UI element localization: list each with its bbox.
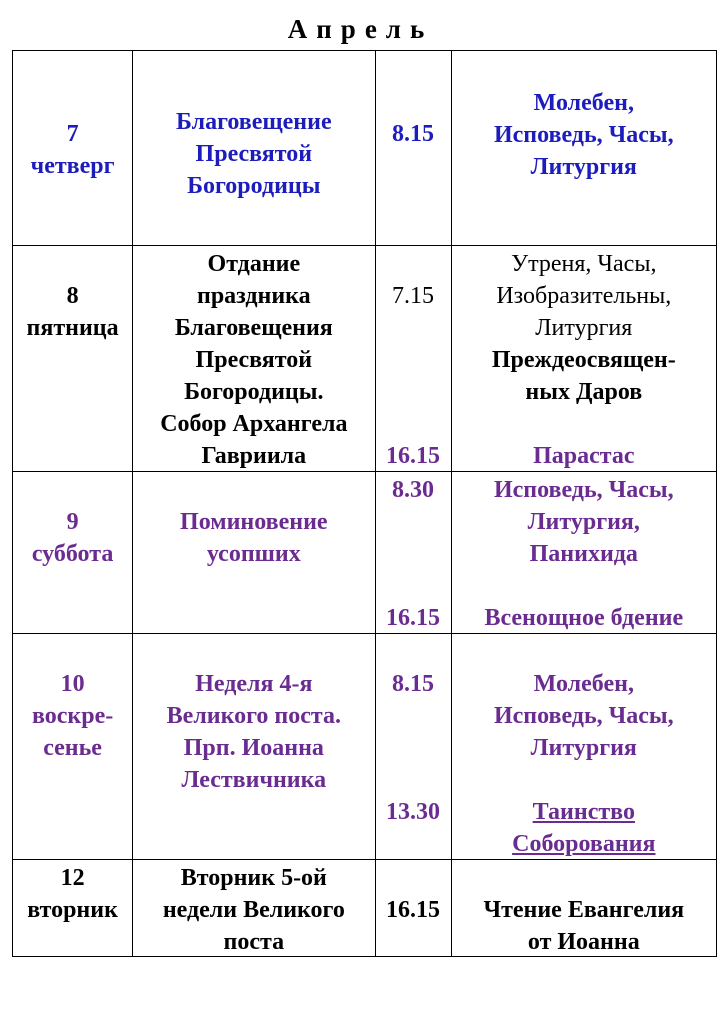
feast-line: Лествичника <box>181 767 327 793</box>
service-line: Литургия, <box>527 509 640 535</box>
service-time: 16.15 <box>386 897 441 923</box>
day-number: 10 <box>60 671 85 697</box>
feast-line: усопших <box>206 541 301 567</box>
service-line: Молебен, <box>533 671 634 697</box>
service-line: Преждеосвящен- <box>491 347 676 373</box>
date-cell <box>13 51 133 246</box>
weekday: воскре- <box>31 703 114 729</box>
feast-line: Богородицы <box>187 173 321 199</box>
service-line: Литургия <box>530 735 637 761</box>
service-line: Литургия <box>535 315 633 341</box>
feast-cell <box>133 472 375 634</box>
table-row <box>13 472 717 634</box>
day-number: 9 <box>66 509 79 535</box>
feast-cell <box>133 246 375 472</box>
feast-line: Вторник 5-ой <box>180 865 327 891</box>
feast-line: праздника <box>197 283 311 309</box>
service-line: Панихида <box>529 541 638 567</box>
service-cell <box>451 472 716 634</box>
service-cell <box>451 634 716 860</box>
service-time: 8.15 <box>392 121 435 147</box>
date-cell <box>13 472 133 634</box>
time-cell <box>375 860 451 957</box>
feast-line: Пресвятой <box>195 347 313 373</box>
date-cell <box>13 860 133 957</box>
service-line: Утреня, Часы, <box>511 251 657 277</box>
service-line: Таинство <box>532 799 635 825</box>
service-line: Парастас <box>533 443 635 469</box>
time-cell <box>375 472 451 634</box>
service-line: Исповедь, Часы, <box>493 477 674 503</box>
feast-line: Отдание <box>207 251 301 277</box>
service-line: от Иоанна <box>527 929 640 955</box>
service-line: Молебен, <box>533 90 634 116</box>
day-number: 12 <box>60 865 85 891</box>
feast-line: Собор Архангела <box>160 411 348 437</box>
table-row <box>13 51 717 246</box>
feast-cell <box>133 634 375 860</box>
feast-line: Неделя 4-я <box>195 671 313 697</box>
feast-cell <box>133 860 375 957</box>
time-cell <box>375 51 451 246</box>
service-time: 16.15 <box>386 443 441 469</box>
feast-line: Благовещения <box>174 315 333 341</box>
weekday: четверг <box>30 153 115 179</box>
service-line: ных Даров <box>525 379 643 405</box>
service-line: Исповедь, Часы, <box>493 703 674 729</box>
time-cell <box>375 634 451 860</box>
service-line: Всенощное бдение <box>484 605 684 631</box>
day-number: 7 <box>66 121 79 147</box>
service-time: 13.30 <box>386 799 441 825</box>
schedule-table <box>12 50 717 957</box>
service-time: 8.30 <box>392 477 435 503</box>
feast-line: недели Великого <box>162 897 345 923</box>
time-cell <box>375 246 451 472</box>
service-line: Исповедь, Часы, <box>493 122 674 148</box>
feast-line: Прп. Иоанна <box>183 735 324 761</box>
service-time: 16.15 <box>386 605 441 631</box>
service-line: Соборования <box>512 831 656 857</box>
feast-line: Благовещение <box>176 109 332 135</box>
day-number: 8 <box>66 283 79 309</box>
service-line: Чтение Евангелия <box>483 897 685 923</box>
table-row <box>13 860 717 957</box>
weekday: вторник <box>27 897 118 923</box>
feast-line: Поминовение <box>180 509 328 535</box>
page-title: Апрель <box>287 14 434 44</box>
date-cell <box>13 246 133 472</box>
table-row <box>13 634 717 860</box>
weekday: пятница <box>26 315 119 341</box>
weekday: суббота <box>31 541 114 567</box>
service-line: Изобразительны, <box>496 283 672 309</box>
service-time: 8.15 <box>392 671 435 697</box>
feast-line: Богородицы. <box>184 379 324 405</box>
weekday: сенье <box>43 735 102 761</box>
feast-line: поста <box>223 929 285 955</box>
table-row <box>13 246 717 472</box>
service-cell <box>451 246 716 472</box>
service-time: 7.15 <box>392 283 435 309</box>
feast-cell <box>133 51 375 246</box>
feast-line: Великого поста. <box>166 703 341 729</box>
date-cell <box>13 634 133 860</box>
service-line: Литургия <box>530 154 637 180</box>
service-cell <box>451 860 716 957</box>
service-cell <box>451 51 716 246</box>
feast-line: Гавриила <box>201 443 307 469</box>
feast-line: Пресвятой <box>195 141 313 167</box>
